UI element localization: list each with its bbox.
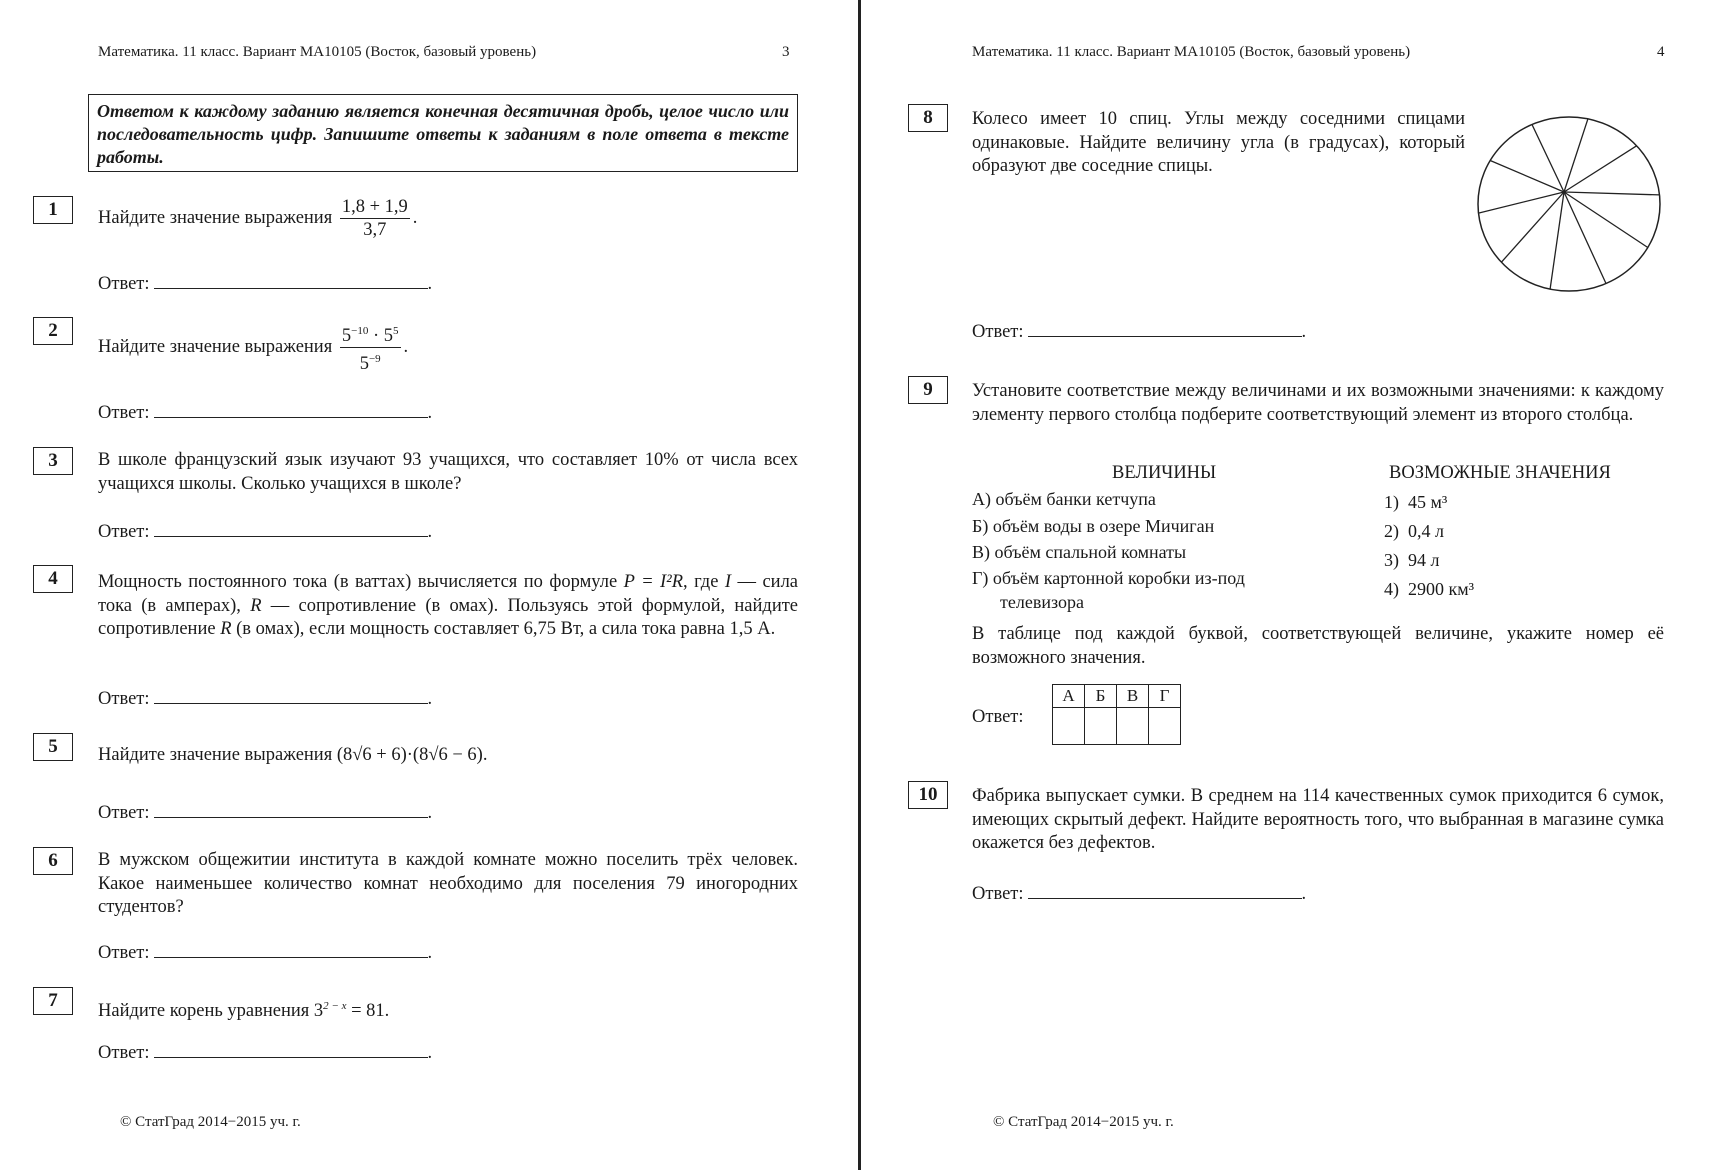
fraction <box>340 196 410 241</box>
task-number: 4 <box>33 565 73 593</box>
answer-period: . <box>427 522 433 542</box>
task-text: — сила тока (в амперах), <box>98 572 799 616</box>
wheel-spoke <box>1564 146 1637 192</box>
answer-label: Ответ: <box>98 522 150 542</box>
task-number: 9 <box>908 376 948 404</box>
answer-label: Ответ: <box>98 689 150 709</box>
answer-period: . <box>427 943 433 963</box>
wheel-spoke <box>1564 119 1588 192</box>
fraction-denominator <box>340 348 401 375</box>
answer-label: Ответ: <box>98 274 150 294</box>
wheel <box>1478 117 1660 291</box>
task-number: 1 <box>33 196 73 224</box>
page-divider <box>858 0 861 1170</box>
fraction-numerator <box>340 320 401 348</box>
table-letter: В <box>1117 685 1149 708</box>
answer-cell[interactable] <box>1149 708 1181 745</box>
task-5-text: Найдите значение выражения (8√6 + 6)·(8√6 − 6). <box>98 745 488 765</box>
value-text: 0,4 л <box>1408 521 1444 541</box>
page-header: Математика. 11 класс. Вариант МА10105 (Восток, базовый уровень) <box>98 44 537 60</box>
task-text: Найдите значение выражения <box>98 336 333 357</box>
answer-field[interactable] <box>98 801 432 824</box>
fraction-denominator: 3,7 <box>363 220 387 240</box>
task-text: (в омах), если мощность составляет 6,75 Вт, а сила тока равна 1,5 А. <box>231 619 776 639</box>
equation-rhs: = 81. <box>346 1001 390 1022</box>
column-header-quantities: ВЕЛИЧИНЫ <box>1112 463 1217 483</box>
column-header-values: ВОЗМОЖНЫЕ ЗНАЧЕНИЯ <box>1389 463 1611 483</box>
exponent: −9 <box>368 353 381 366</box>
table-letter: А <box>1053 685 1085 708</box>
task-2-text: Найдите значение выражения $\frac{5^{-10} \cdot 5^5}{5^{-9}}$ . <box>98 320 798 375</box>
task-6-text: В мужском общежитии института в каждой комнате можно поселить трёх человек. Какое наименьшее количество комнат необходимо для поселения 79 иногородних студентов? <box>98 850 798 917</box>
task-number: 7 <box>33 987 73 1015</box>
task-text: Найдите значение выражения <box>98 207 333 228</box>
quantity-text: объём воды в озере Мичиган <box>992 516 1215 536</box>
answer-period: . <box>427 1043 433 1063</box>
quantity-text: объём картонной коробки из-под телевизора <box>992 568 1245 612</box>
answer-field[interactable] <box>98 1041 432 1064</box>
task-7-text <box>98 995 798 1024</box>
wheel-spoke <box>1532 125 1564 193</box>
wheel-diagram <box>1474 112 1664 296</box>
task-9-text: Установите соответствие между величинами и их возможными значениями: к каждому элементу первого столбца подберите соответствующий элемент из второго столбца. <box>972 381 1664 425</box>
quantity-letter: Г) <box>972 568 989 588</box>
base: 5 <box>341 326 352 347</box>
value-item <box>1384 490 1447 514</box>
quantity-item <box>972 540 1312 564</box>
base: 3 <box>313 1001 324 1022</box>
value-item <box>1384 519 1444 543</box>
expression: (8√6 + 6)·(8√6 − 6) <box>336 745 483 765</box>
answer-label: Ответ: <box>98 803 150 823</box>
answer-cell[interactable] <box>1053 708 1085 745</box>
answer-field[interactable] <box>972 882 1306 905</box>
page-number: 3 <box>782 44 790 60</box>
task-number: 3 <box>33 447 73 475</box>
page-footer: © СтатГрад 2014−2015 уч. г. <box>993 1114 1174 1130</box>
quantity-letter: А) <box>972 489 991 509</box>
table-letter: Г <box>1149 685 1181 708</box>
answer-field[interactable] <box>98 401 432 424</box>
answer-cell[interactable] <box>1085 708 1117 745</box>
task-text: Мощность постоянного тока (в ваттах) вычисляется по формуле <box>98 572 618 592</box>
page-header: Математика. 11 класс. Вариант МА10105 (Восток, базовый уровень) <box>972 44 1411 60</box>
task-10-text: Фабрика выпускает сумки. В среднем на 114 качественных сумок приходится 6 сумок, имеющих скрытый дефект. Найдите вероятность того, что выбранная в магазине сумка окажется без дефектов. <box>972 786 1664 853</box>
answer-line[interactable] <box>154 401 428 418</box>
answer-period: . <box>427 689 433 709</box>
task-number: 10 <box>908 781 948 809</box>
answer-label: Ответ: <box>972 707 1024 727</box>
value-text: 2900 км³ <box>1408 579 1475 599</box>
task-text: Найдите корень уравнения <box>98 1001 310 1022</box>
value-item <box>1384 577 1474 601</box>
base: 5 <box>359 354 369 375</box>
answer-label: Ответ: <box>98 403 150 423</box>
wheel-spoke <box>1564 192 1660 195</box>
answer-line[interactable] <box>1028 882 1302 899</box>
answer-line[interactable] <box>154 1041 428 1058</box>
quantity-item <box>972 487 1312 511</box>
value-number: 2) <box>1384 521 1399 541</box>
formula: P = I²R <box>623 572 684 592</box>
answer-field[interactable] <box>98 272 432 295</box>
exponent: −10 <box>351 325 369 337</box>
value-number: 4) <box>1384 579 1399 599</box>
value-item <box>1384 548 1439 572</box>
task-text: , где <box>683 572 719 592</box>
answer-label: Ответ: <box>972 322 1024 342</box>
variable: I <box>724 572 732 592</box>
task-1-text: Найдите значение выражения $\frac{1,8 + 1,9}{3,7}$ . <box>98 197 418 240</box>
answer-line[interactable] <box>154 801 428 818</box>
value-number: 1) <box>1384 492 1399 512</box>
answer-period: . <box>427 274 433 294</box>
variable: R <box>250 595 262 616</box>
wheel-spoke <box>1550 192 1564 289</box>
fraction <box>340 320 401 375</box>
task-3-text: В школе французский язык изучают 93 учащихся, что составляет 10% от числа всех учащихся школы. Сколько учащихся в школе? <box>98 450 798 494</box>
task-number: 8 <box>908 104 948 132</box>
answer-period: . <box>1301 322 1307 342</box>
task-number: 2 <box>33 317 73 345</box>
answer-line[interactable] <box>1028 320 1302 337</box>
answer-line[interactable] <box>154 941 428 958</box>
answer-field[interactable] <box>972 320 1306 343</box>
value-text: 94 л <box>1408 550 1440 570</box>
wheel-spoke <box>1490 161 1564 193</box>
answer-line[interactable] <box>154 520 428 537</box>
task-number: 5 <box>33 733 73 761</box>
task-text: Найдите значение выражения <box>98 745 333 765</box>
answer-table <box>1052 684 1181 745</box>
answer-field[interactable] <box>98 520 432 543</box>
answer-field[interactable] <box>98 687 432 710</box>
quantity-letter: Б) <box>972 516 989 536</box>
wheel-spoke <box>1479 192 1565 213</box>
quantity-text: объём банки кетчупа <box>995 489 1156 509</box>
task-8-text: Колесо имеет 10 спиц. Углы между соседними спицами одинаковые. Найдите величину угла (в градусах), который образуют две соседние спицы. <box>972 109 1465 176</box>
left-page <box>0 0 858 1170</box>
page-number: 4 <box>1657 44 1665 60</box>
value-number: 3) <box>1384 550 1399 570</box>
wheel-spoke <box>1501 192 1564 262</box>
answer-line[interactable] <box>154 687 428 704</box>
quantity-letter: В) <box>972 542 990 562</box>
quantity-text: объём спальной комнаты <box>994 542 1187 562</box>
right-page <box>862 0 1722 1170</box>
task-text: — сопротивление (в омах). Пользуясь этой формулой, найдите сопротивление <box>98 595 799 639</box>
value-text: 45 м³ <box>1408 492 1448 512</box>
quantity-item <box>972 566 1320 614</box>
answer-period: . <box>427 403 433 423</box>
answer-period: . <box>427 803 433 823</box>
exponent: 2 − x <box>323 1000 347 1012</box>
answer-cell[interactable] <box>1117 708 1149 745</box>
exponent: 5 <box>393 325 399 337</box>
table-instruction: В таблице под каждой буквой, соответствующей величине, укажите номер её возможного значения. <box>972 624 1664 668</box>
quantity-item <box>972 514 1312 538</box>
variable: R <box>220 619 232 639</box>
fraction-numerator: 1,8 + 1,9 <box>341 197 408 217</box>
answer-label: Ответ: <box>972 884 1024 904</box>
answer-label: Ответ: <box>98 1043 150 1063</box>
task-4-text <box>98 571 798 642</box>
answer-label: Ответ: <box>98 943 150 963</box>
base: 5 <box>383 326 393 347</box>
dot: · <box>368 326 384 347</box>
page-footer: © СтатГрад 2014−2015 уч. г. <box>120 1114 301 1130</box>
instruction-box: Ответом к каждому заданию является конечная десятичная дробь, целое число или последовательность цифр. Запишите ответы к заданиям в поле ответа в тексте работы. <box>88 94 798 172</box>
answer-period: . <box>1301 884 1307 904</box>
task-number: 6 <box>33 847 73 875</box>
table-letter: Б <box>1085 685 1117 708</box>
answer-field[interactable] <box>98 941 432 964</box>
answer-line[interactable] <box>154 272 428 289</box>
